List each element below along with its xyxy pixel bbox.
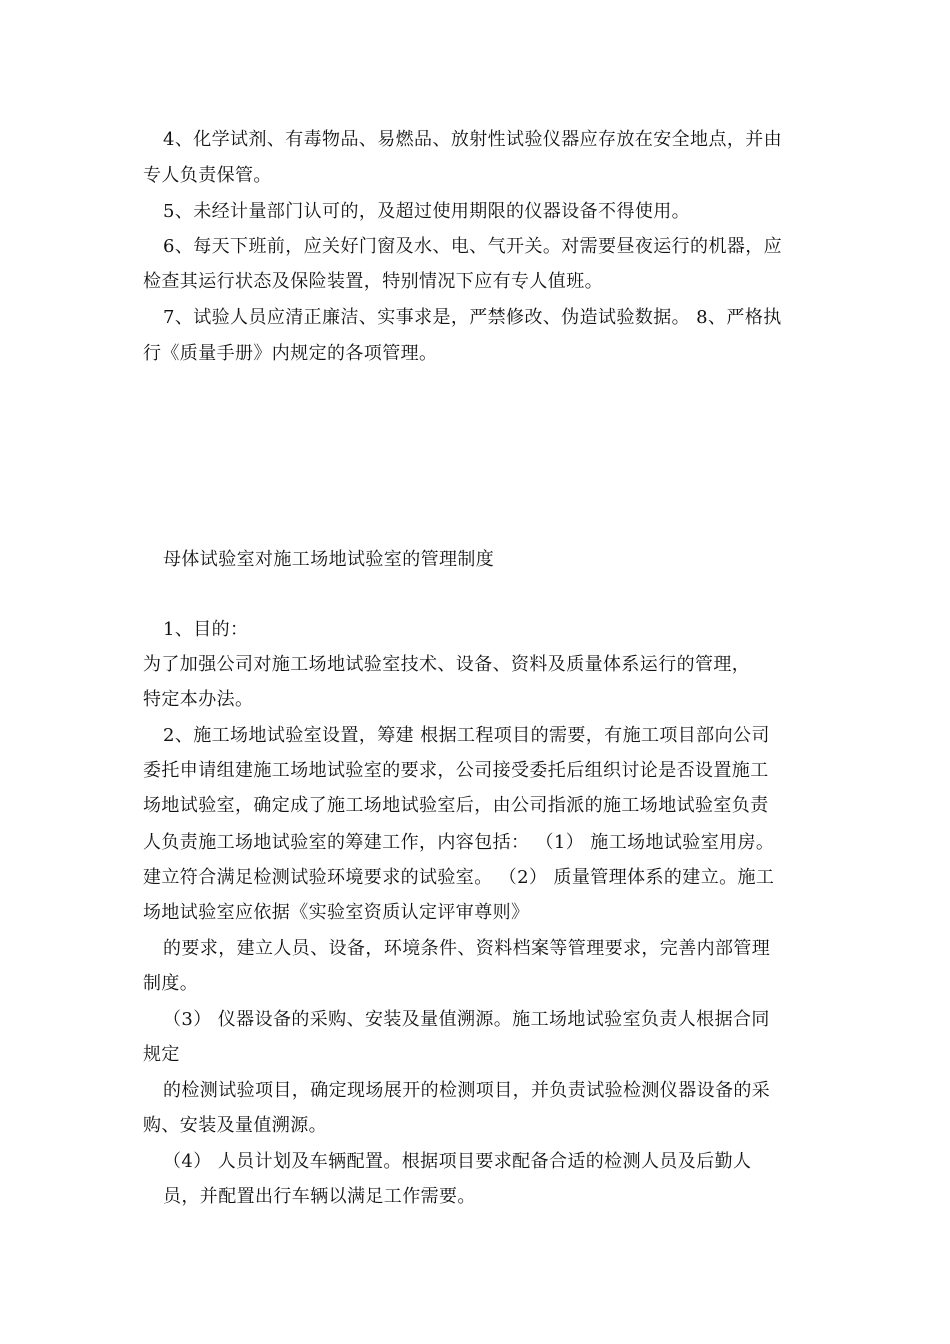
section-title: 母体试验室对施工场地试验室的管理制度 [163, 549, 495, 570]
paragraph-line: 为了加强公司对施工场地试验室技术、设备、资料及质量体系运行的管理， [143, 654, 751, 675]
paragraph-line: 制度。 [143, 973, 199, 994]
paragraph-line: 员，并配置出行车辆以满足工作需要。 [163, 1186, 476, 1207]
paragraph-line: 规定 [143, 1044, 180, 1065]
paragraph-line: 2、施工场地试验室设置，筹建 根据工程项目的需要，有施工项目部向公司 [163, 725, 770, 746]
paragraph-line: 行《质量手册》内规定的各项管理。 [143, 343, 438, 364]
paragraph-line: 建立符合满足检测试验环境要求的试验室。 （2） 质量管理体系的建立。施工 [143, 867, 775, 888]
paragraph-line: 的要求，建立人员、设备，环境条件、资料档案等管理要求，完善内部管理 [163, 938, 771, 959]
paragraph-line: （3） 仪器设备的采购、安装及量值溯源。施工场地试验室负责人根据合同 [163, 1009, 770, 1030]
paragraph-line: 场地试验室，确定成了施工场地试验室后，由公司指派的施工场地试验室负责 [143, 795, 769, 816]
paragraph-line: 检查其运行状态及保险装置，特别情况下应有专人值班。 [143, 271, 603, 292]
paragraph-line: 委托申请组建施工场地试验室的要求，公司接受委托后组织讨论是否设置施工 [143, 760, 769, 781]
paragraph-line: 1、目的： [163, 619, 249, 640]
paragraph-line: （4） 人员计划及车辆配置。根据项目要求配备合适的检测人员及后勤人 [163, 1151, 752, 1172]
paragraph-line: 5、未经计量部门认可的，及超过使用期限的仪器设备不得使用。 [163, 201, 691, 222]
paragraph-line: 场地试验室应依据《实验室资质认定评审尊则》 [143, 902, 530, 923]
paragraph-line: 特定本办法。 [143, 689, 254, 710]
paragraph-line: 的检测试验项目，确定现场展开的检测项目，并负责试验检测仪器设备的采 [163, 1080, 771, 1101]
paragraph-line: 7、试验人员应清正廉洁、实事求是，严禁修改、伪造试验数据。 8、严格执 [163, 307, 782, 328]
paragraph-line: 人负责施工场地试验室的筹建工作，内容包括： （1） 施工场地试验室用房。 [143, 832, 775, 853]
paragraph-line: 4、化学试剂、有毒物品、易燃品、放射性试验仪器应存放在安全地点，并由 [163, 129, 783, 150]
paragraph-line: 6、每天下班前，应关好门窗及水、电、气开关。对需要昼夜运行的机器，应 [163, 236, 783, 257]
paragraph-line: 专人负责保管。 [143, 165, 272, 186]
paragraph-line: 购、安装及量值溯源。 [143, 1115, 327, 1136]
